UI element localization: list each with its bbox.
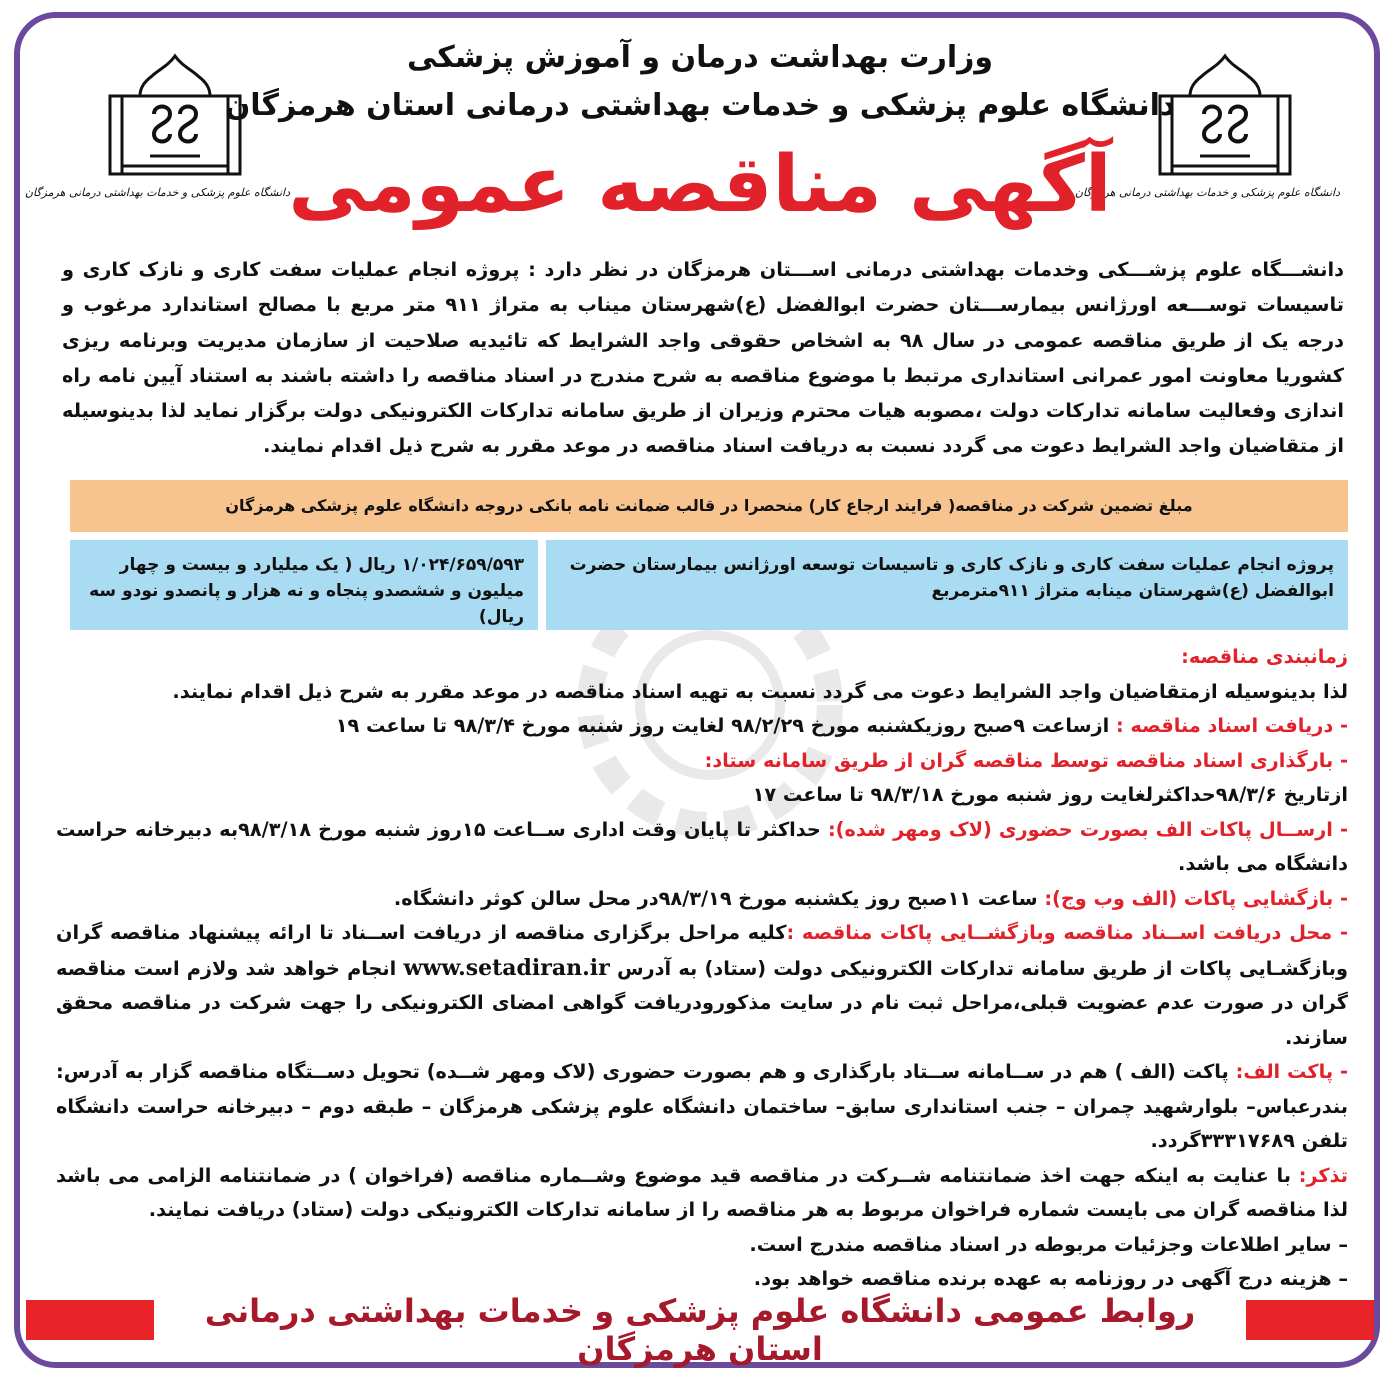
- receive-docs-text: ازساعت ۹صبح روزیکشنبه مورخ ۹۸/۲/۲۹ لغایت روز شنبه مورخ ۹۸/۳/۴ تا ساعت ۱۹: [335, 714, 1116, 737]
- upload-docs-text: ازتاریخ ۹۸/۳/۶حداکثرلغایت روز شنبه مورخ ۹۸/۳/۱۸ تا ساعت ۱۷: [752, 783, 1348, 806]
- intro-paragraph: دانشـــگاه علوم پزشـــکی وخدمات بهداشتی درمانی اســـتان هرمزگان در نظر دارد : پروژه انجام عملیات سفت کاری و نازک کاری و تاسیسات توســـعه اورژانس بیمارســـتان حضرت ابوالفضل (ع)شهرستان میناب به متراژ ۹۱۱ متر مربع با مصالح استاندارد مرغوب و درجه یک از طریق مناقصه عمومی در سال ۹۸ به اشخاص حقوقی واجد الشرایط که تائیدیه صلاحیت از سازمان مدیریت وبرنامه ریزی کشوریا معاونت امور عمرانی استانداری مرتبط با موضوع مناقصه به شرح مندرج در اسناد مناقصه را داشته باشند به استناد آیین نامه راه اندازی وفعالیت سامانه تدارکات دولت ،مصوبه هیات محترم وزیران از طریق سامانه تدارکات الکترونیکی دولت برگزار نماید لذا بدینوسیله از متقاضیان واجد الشرایط دعوت می گردد نسبت به دریافت اسناد مناقصه در موعد مقرر به شرح ذیل اقدام نمایند.: [62, 258, 1344, 458]
- place-text-1: کلیه مراحل برگزاری مناقصه از دریافت اســناد تا ارائه پیشنهاد مناقصه گران وبازگشـایی پاکات از طریق سامانه تدارکات الکترونیکی دولت (ستاد) به آدرس: [56, 921, 1349, 980]
- open-packets-label: - بازگشایی پاکات (الف وب وج):: [1044, 886, 1348, 910]
- upload-docs-label: - بارگذاری اسناد مناقصه توسط مناقصه گران از طریق سامانه ستاد:: [704, 748, 1348, 772]
- university-name: دانشگاه علوم پزشکی و خدمات بهداشتی درمانی استان هرمزگان: [224, 88, 1176, 123]
- place-item: [56, 916, 1348, 1055]
- open-packets-text: ساعت ۱۱صبح روز یکشنبه مورخ ۹۸/۳/۱۹در محل سالن کوثر دانشگاه.: [393, 886, 1045, 910]
- note-label: تذکر:: [1298, 1163, 1348, 1187]
- note-text: با عنایت به اینکه جهت اخذ ضمانتنامه شــرکت در مناقصه قید موضوع وشــماره مناقصه (فراخوان ) در ضمانتنامه الزامی می باشد لذا مناقصه گران می بایست شماره فراخوان مربوط به هر مناقصه را از سامانه تدارکات الکترونیکی دولت (ستاد) دریافت نمایند.: [56, 1163, 1348, 1221]
- receive-docs-label: - دریافت اسناد مناقصه :: [1115, 714, 1348, 737]
- guarantee-project-cell: پروژه انجام عملیات سفت کاری و نازک کاری و تاسیسات توسعه اورژانس بیمارستان حضرت ابوالفضل (ع)شهرستان مینابه متراژ ۹۱۱مترمربع: [546, 540, 1348, 630]
- ministry-name: وزارت بهداشت درمان و آموزش پزشکی: [406, 40, 994, 75]
- note-bullet-1: – سایر اطلاعات وجزئیات مربوطه در اسناد مناقصه مندرج است.: [749, 1232, 1348, 1256]
- send-packets-text: حداکثر تا پایان وقت اداری ســاعت ۱۵روز شنبه مورخ ۹۸/۳/۱۸به دبیرخانه حراست دانشگاه می باشد.: [56, 817, 1348, 875]
- notice-title: آگهی مناقصه عمومی: [288, 140, 1112, 230]
- note-bullet-2: – هزینه درج آگهی در روزنامه به عهده برنده مناقصه خواهد بود.: [753, 1267, 1348, 1290]
- logo-caption: دانشگاه علوم پزشکی و خدمات بهداشتی درمانی هرمزگان: [1074, 186, 1340, 199]
- place-label: - محل دریافت اســناد مناقصه وبازگشــایی پاکات مناقصه :: [786, 921, 1348, 944]
- footer-bar-left: [26, 1300, 154, 1340]
- footer-public-relations: روابط عمومی دانشگاه علوم پزشکی و خدمات بهداشتی درمانی استان هرمزگان: [204, 1292, 1196, 1368]
- schedule-heading: زمانبندی مناقصه:: [1181, 645, 1348, 668]
- packet-label: - پاکت الف:: [1235, 1060, 1348, 1083]
- open-packets-item: [56, 882, 1348, 917]
- packet-item: [56, 1055, 1348, 1159]
- send-packets-label: - ارســال پاکات الف بصورت حضوری (لاک ومهر شده):: [827, 817, 1348, 841]
- guarantee-amount-cell: ۱/۰۲۴/۶۵۹/۵۹۳ ریال ( یک میلیارد و بیست و چهار میلیون و ششصدو پنجاه و نه هزار و پانصدو نودو سه ریال): [70, 540, 538, 630]
- receive-docs-item: [56, 709, 1348, 744]
- place-text-2: انجام خواهد شد ولازم است مناقصه گران در صورت عدم عضویت قبلی،مراحل ثبت نام در سایت مذکورودریافت گواهی امضای الکترونیکی را جهت شرکت در مناقصه محقق سازند.: [56, 956, 1348, 1049]
- send-packets-item: [56, 813, 1348, 882]
- logo-caption: دانشگاه علوم پزشکی و خدمات بهداشتی درمانی هرمزگان: [24, 186, 290, 199]
- setadiran-link[interactable]: www.setadiran.ir: [403, 954, 610, 981]
- note-item: [56, 1159, 1348, 1228]
- guarantee-header: مبلغ تضمین شرکت در مناقصه( فرایند ارجاع کار) منحصرا در قالب ضمانت نامه بانکی دروجه دانشگاه علوم پزشکی هرمزگان: [70, 480, 1348, 532]
- packet-text: پاکت (الف ) هم در ســامانه ســتاد بارگذاری و هم بصورت حضوری (لاک ومهر شــده) تحویل دســتگاه مناقصه گزار به آدرس: بندرعباس– بلوارشهید چمران – جنب استانداری سابق– ساختمان دانشگاه علوم پزشکی هرمزگان – طبقه دوم – دبیرخانه حراست دانشگاه تلفن ۳۳۳۱۷۶۸۹گردد.: [56, 1060, 1348, 1152]
- schedule-invite: لذا بدینوسیله ازمتقاضیان واجد الشرایط دعوت می گردد نسبت به تهیه اسناد مناقصه در موعد مقرر به شرح ذیل اقدام نمایند.: [172, 679, 1348, 703]
- schedule-section: [56, 640, 1348, 1297]
- footer-bar-right: [1246, 1300, 1374, 1340]
